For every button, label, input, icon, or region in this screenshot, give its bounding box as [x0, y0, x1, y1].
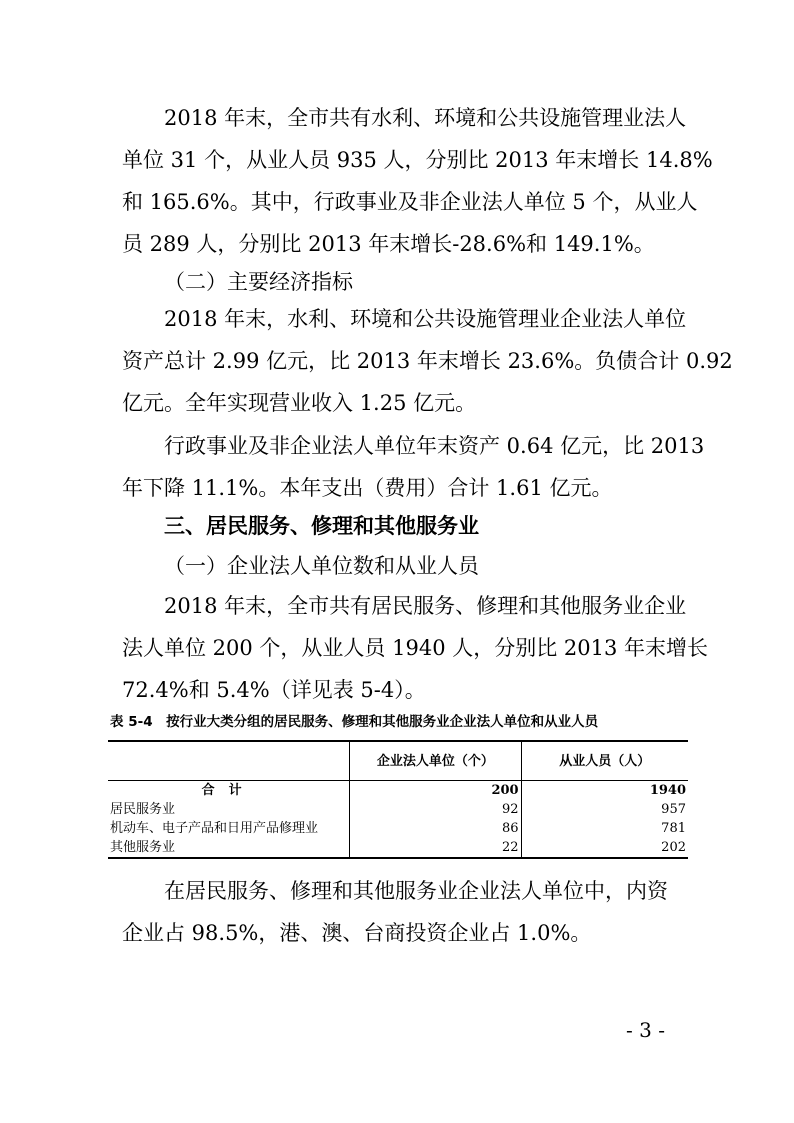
table-caption: 表 5-4 按行业大类分组的居民服务、修理和其他服务业企业法人单位和从业人员	[110, 714, 599, 730]
text-line: 年下降 11.1%。本年支出（费用）合计 1.61 亿元。	[122, 476, 613, 500]
table-header-units: 企业法人单位（个）	[350, 741, 521, 781]
text-line: 员 289 人，分别比 2013 年末增长-28.6%和 149.1%。	[122, 232, 655, 256]
paragraph-enterprise-assets	[122, 298, 733, 424]
row-label: 其他服务业	[108, 838, 350, 858]
total-employees: 1940	[521, 781, 688, 801]
row-employees: 957	[521, 800, 688, 819]
row-units: 22	[350, 838, 521, 858]
table-header-category	[108, 741, 350, 781]
paragraph-water-environment-units	[122, 97, 713, 265]
paragraph-ownership-share	[122, 870, 674, 954]
heading-section-three: 三、居民服务、修理和其他服务业	[164, 514, 479, 538]
table-row	[108, 819, 688, 838]
text-line: 单位 31 个，从业人员 935 人，分别比 2013 年末增长 14.8%	[122, 148, 713, 172]
text-line: 资产总计 2.99 亿元，比 2013 年末增长 23.6%。负债合计 0.92	[122, 349, 733, 373]
row-employees: 202	[521, 838, 688, 858]
row-units: 92	[350, 800, 521, 819]
text-line: 企业占 98.5%，港、澳、台商投资企业占 1.0%。	[122, 921, 592, 945]
text-line: 在居民服务、修理和其他服务业企业法人单位中，内资	[164, 879, 668, 903]
row-label: 机动车、电子产品和日用产品修理业	[110, 821, 319, 836]
row-units: 86	[350, 819, 521, 838]
total-label: 合计	[201, 783, 256, 798]
text-line: 行政事业及非企业法人单位年末资产 0.64 亿元，比 2013	[164, 434, 705, 458]
row-label: 居民服务业	[110, 802, 176, 817]
page-number: - 3 -	[626, 1018, 665, 1042]
table-row	[108, 800, 688, 819]
heading-enterprise-units-employees: （一）企业法人单位数和从业人员	[164, 554, 479, 578]
paragraph-resident-services-units	[122, 585, 709, 711]
table-row-total	[108, 781, 688, 801]
resident-services-table	[108, 740, 688, 859]
text-line: 和 165.6%。其中，行政事业及非企业法人单位 5 个，从业人	[122, 190, 698, 214]
text-line: 法人单位 200 个，从业人员 1940 人，分别比 2013 年末增长	[122, 636, 709, 660]
text-line: 2018 年末，全市共有居民服务、修理和其他服务业企业	[164, 594, 687, 618]
paragraph-administrative-assets	[122, 425, 705, 509]
table-header-row	[108, 741, 688, 781]
table-row	[108, 838, 688, 858]
table-header-employees: 从业人员（人）	[521, 741, 688, 781]
text-line: 2018 年末，水利、环境和公共设施管理业企业法人单位	[164, 307, 687, 331]
text-line: 2018 年末，全市共有水利、环境和公共设施管理业法人	[164, 106, 687, 130]
total-units: 200	[350, 781, 521, 801]
row-employees: 781	[521, 819, 688, 838]
text-line: 亿元。全年实现营业收入 1.25 亿元。	[122, 391, 477, 415]
heading-main-economic-indicators: （二）主要经济指标	[164, 270, 353, 294]
text-line: 72.4%和 5.4%（详见表 5-4）。	[122, 678, 426, 702]
